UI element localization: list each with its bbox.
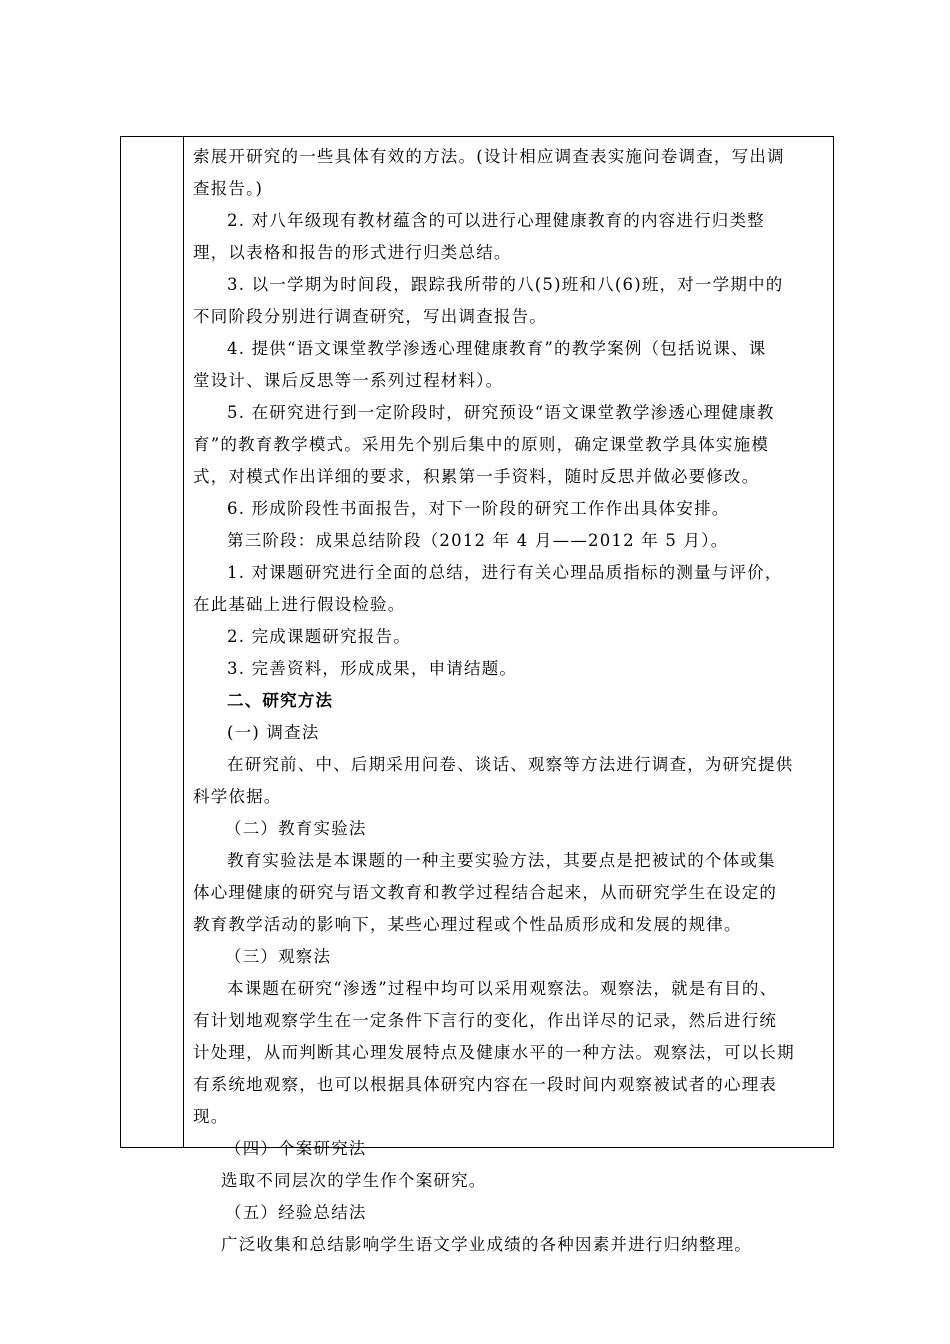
text-line: 在研究前、中、后期采用问卷、谈话、观察等方法进行调查，为研究提供 — [227, 755, 794, 774]
text-line: 2. 完成课题研究报告。 — [227, 627, 411, 646]
text-line: 查报告。) — [193, 179, 264, 198]
subsection-heading: （五）经验总结法 — [225, 1203, 367, 1222]
text-line: 有计划地观察学生在一定条件下言行的变化，作出详尽的记录，然后进行统 — [193, 1011, 778, 1030]
text-line: 选取不同层次的学生作个案研究。 — [221, 1171, 487, 1190]
subsection-heading: （三）观察法 — [225, 947, 332, 966]
text-line: 2. 对八年级现有教材蕴含的可以进行心理健康教育的内容进行归类整 — [227, 211, 765, 230]
text-line: 本课题在研究“渗透”过程中均可以采用观察法。观察法，就是有目的、 — [227, 979, 778, 998]
text-line: 科学依据。 — [193, 787, 282, 806]
text-line: 6. 形成阶段性书面报告，对下一阶段的研究工作作出具体安排。 — [227, 499, 730, 518]
text-line: 有系统地观察，也可以根据具体研究内容在一段时间内观察被试者的心理表 — [193, 1075, 778, 1094]
text-line: 3. 完善资料，形成成果，申请结题。 — [227, 659, 518, 678]
text-line: 育”的教育教学模式。采用先个别后集中的原则，确定课堂教学具体实施模 — [193, 435, 770, 454]
section-heading-research-methods: 二、研究方法 — [227, 691, 334, 710]
text-line: 教育实验法是本课题的一种主要实验方法，其要点是把被试的个体或集 — [227, 851, 776, 870]
label-column — [121, 137, 184, 1147]
content-cell — [193, 141, 825, 1261]
text-line: 3. 以一学期为时间段，跟踪我所带的八(5)班和八(6)班，对一学期中的 — [227, 275, 784, 294]
text-line: 1. 对课题研究进行全面的总结，进行有关心理品质指标的测量与评价， — [227, 563, 783, 582]
text-line: 计处理，从而判断其心理发展特点及健康水平的一种方法。观察法，可以长期 — [193, 1043, 795, 1062]
text-line: 广泛收集和总结影响学生语文学业成绩的各种因素并进行归纳整理。 — [221, 1235, 752, 1254]
document-table — [120, 136, 834, 1254]
text-line: 式，对模式作出详细的要求，积累第一手资料，随时反思并做必要修改。 — [193, 467, 760, 486]
subsection-heading: （二）教育实验法 — [225, 819, 367, 838]
text-line: 体心理健康的研究与语文教育和教学过程结合起来，从而研究学生在设定的 — [193, 883, 778, 902]
subsection-heading: （四）个案研究法 — [225, 1139, 367, 1158]
subsection-heading: (一) 调查法 — [227, 723, 320, 742]
text-line: 5. 在研究进行到一定阶段时，研究预设“语文课堂教学渗透心理健康教 — [227, 403, 775, 422]
text-line: 现。 — [193, 1107, 229, 1126]
text-line: 4. 提供“语文课堂教学渗透心理健康教育”的教学案例（包括说课、课 — [227, 339, 767, 358]
text-line: 在此基础上进行假设检验。 — [193, 595, 406, 614]
text-line: 教育教学活动的影响下，某些心理过程或个性品质形成和发展的规律。 — [193, 915, 742, 934]
stage-three-heading: 第三阶段：成果总结阶段（2012 年 4 月——2012 年 5 月）。 — [227, 531, 729, 550]
text-line: 不同阶段分别进行调查研究，写出调查报告。 — [193, 307, 547, 326]
text-line: 堂设计、课后反思等一系列过程材料）。 — [193, 371, 504, 390]
text-line: 索展开研究的一些具体有效的方法。(设计相应调查表实施问卷调查，写出调 — [193, 147, 785, 166]
text-line: 理，以表格和报告的形式进行归类总结。 — [193, 243, 512, 262]
